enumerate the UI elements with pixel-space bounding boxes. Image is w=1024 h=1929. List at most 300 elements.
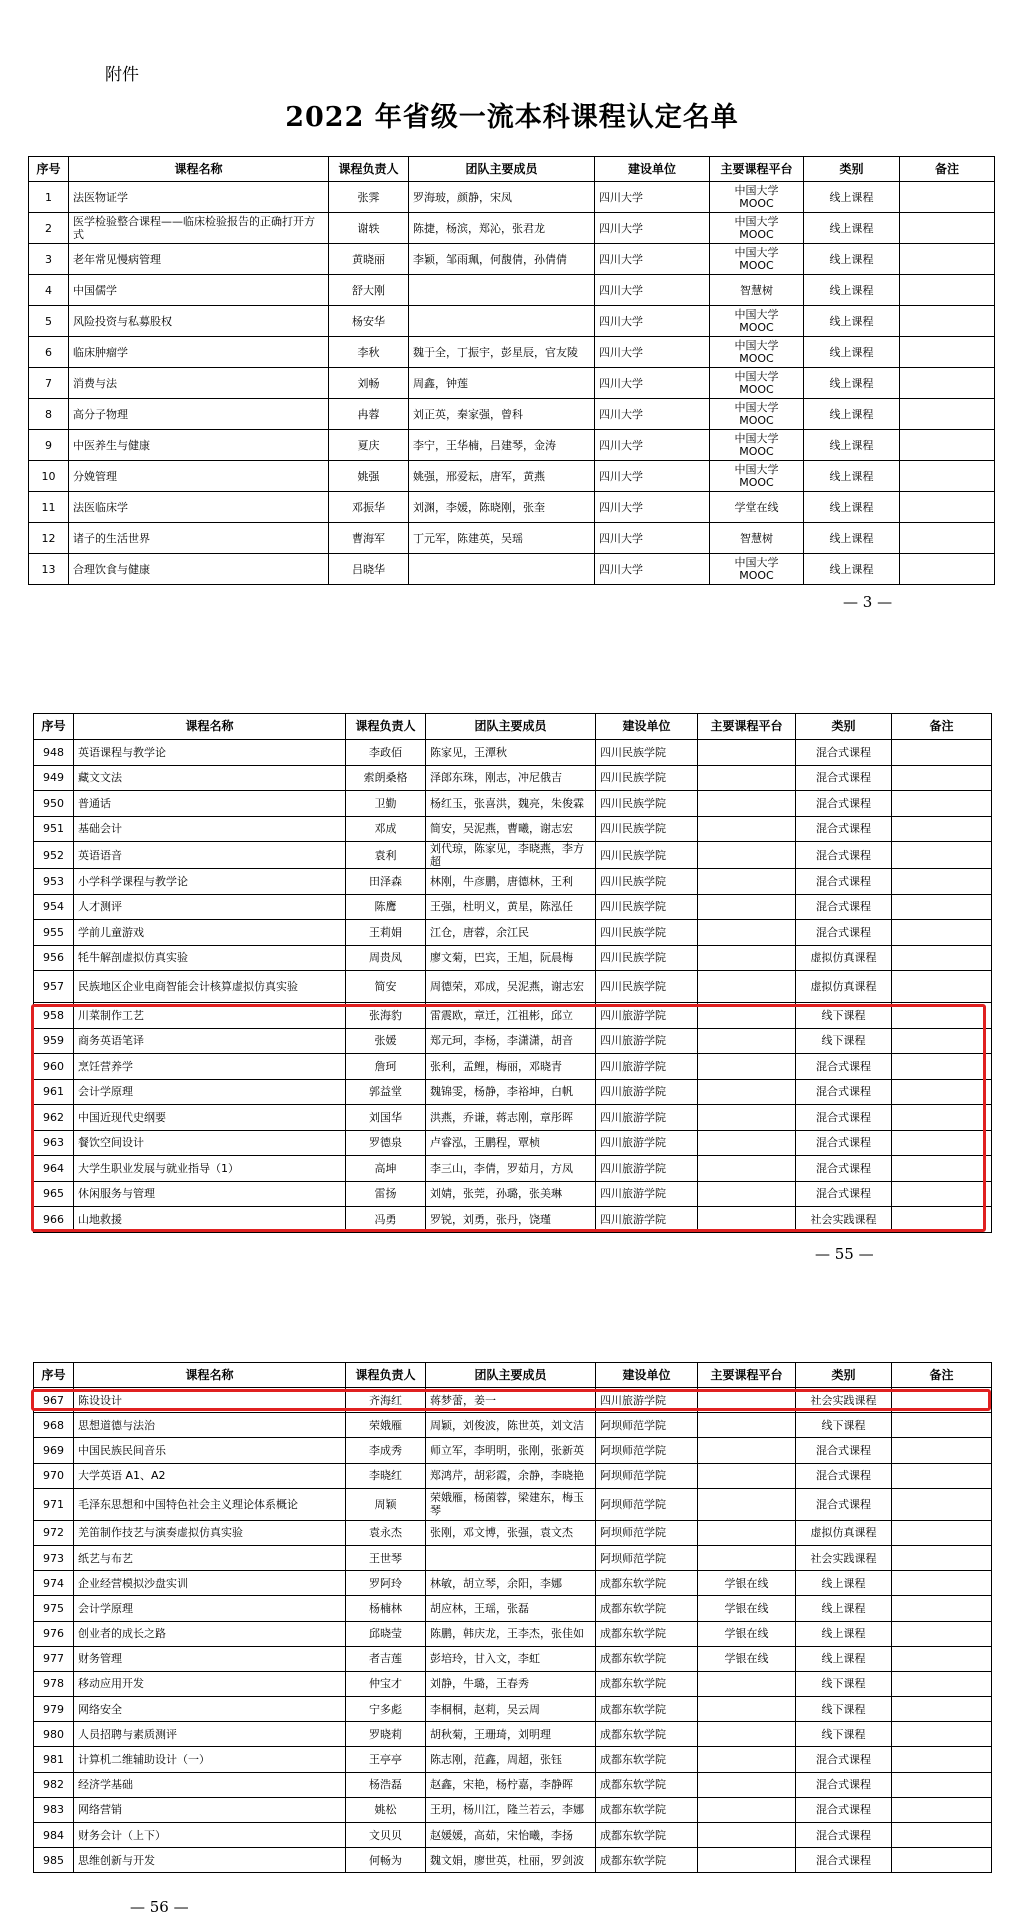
cell-leader: 吕晓华 bbox=[329, 554, 409, 585]
cell-remarks bbox=[892, 842, 992, 869]
cell-platform bbox=[698, 1413, 796, 1438]
cell-leader: 冉蓉 bbox=[329, 399, 409, 430]
cell-team-members: 刘代琼，陈家见，李晓燕，李方超 bbox=[426, 842, 596, 869]
cell-remarks bbox=[900, 213, 995, 244]
cell-team-members: 林刚，牛彦鹏，唐德林，王利 bbox=[426, 869, 596, 895]
cell-leader: 张媛 bbox=[346, 1028, 426, 1054]
cell-seq: 983 bbox=[34, 1797, 74, 1822]
cell-seq: 952 bbox=[34, 842, 74, 869]
cell-category: 混合式课程 bbox=[796, 765, 892, 791]
cell-course-name: 网络营销 bbox=[74, 1797, 346, 1822]
cell-institution: 四川旅游学院 bbox=[596, 1003, 698, 1029]
cell-team-members: 荣娥雁，杨菌蓉，梁建东，梅玉琴 bbox=[426, 1488, 596, 1520]
table-row bbox=[34, 1697, 992, 1722]
cell-seq: 11 bbox=[29, 492, 69, 523]
cell-platform bbox=[698, 1772, 796, 1797]
cell-institution: 四川大学 bbox=[595, 492, 710, 523]
cell-remarks bbox=[892, 1697, 992, 1722]
cell-leader: 袁永杰 bbox=[346, 1520, 426, 1545]
cell-institution: 四川民族学院 bbox=[596, 945, 698, 971]
cell-remarks bbox=[892, 971, 992, 1003]
cell-course-name: 中国儒学 bbox=[69, 275, 329, 306]
cell-platform bbox=[698, 920, 796, 946]
cell-category: 线上课程 bbox=[804, 430, 900, 461]
cell-team-members: 洪燕，乔谦，蒋志刚，章彤晖 bbox=[426, 1105, 596, 1131]
cell-team-members: 胡秋菊，王珊琦，刘明理 bbox=[426, 1722, 596, 1747]
cell-seq: 969 bbox=[34, 1438, 74, 1463]
cell-category: 混合式课程 bbox=[796, 1130, 892, 1156]
cell-remarks bbox=[900, 430, 995, 461]
cell-category: 混合式课程 bbox=[796, 1772, 892, 1797]
cell-course-name: 高分子物理 bbox=[69, 399, 329, 430]
table-row bbox=[34, 1488, 992, 1520]
cell-leader: 高坤 bbox=[346, 1156, 426, 1182]
course-table-page-56 bbox=[33, 1362, 992, 1873]
table-row bbox=[29, 337, 995, 368]
column-header-course-name: 课程名称 bbox=[74, 1363, 346, 1388]
table-row bbox=[29, 399, 995, 430]
cell-course-name: 创业者的成长之路 bbox=[74, 1621, 346, 1646]
table-row bbox=[34, 894, 992, 920]
cell-seq: 1 bbox=[29, 182, 69, 213]
cell-platform: 中国大学 MOOC bbox=[710, 430, 804, 461]
cell-remarks bbox=[892, 1747, 992, 1772]
cell-team-members: 丁元军，陈建英，吴瑶 bbox=[409, 523, 595, 554]
cell-seq: 974 bbox=[34, 1571, 74, 1596]
cell-seq: 966 bbox=[34, 1207, 74, 1233]
cell-platform: 学银在线 bbox=[698, 1571, 796, 1596]
cell-institution: 四川民族学院 bbox=[596, 765, 698, 791]
cell-platform bbox=[698, 1797, 796, 1822]
cell-course-name: 商务英语笔译 bbox=[74, 1028, 346, 1054]
cell-institution: 成都东软学院 bbox=[596, 1646, 698, 1671]
cell-seq: 959 bbox=[34, 1028, 74, 1054]
cell-team-members: 廖文菊，巴宾，王旭，阮晨梅 bbox=[426, 945, 596, 971]
cell-institution: 成都东软学院 bbox=[596, 1823, 698, 1848]
cell-course-name: 小学科学课程与教学论 bbox=[74, 869, 346, 895]
cell-category: 虚拟仿真课程 bbox=[796, 971, 892, 1003]
column-header-team-members: 团队主要成员 bbox=[426, 714, 596, 740]
column-header-leader: 课程负责人 bbox=[346, 1363, 426, 1388]
cell-institution: 成都东软学院 bbox=[596, 1772, 698, 1797]
table-row bbox=[34, 1571, 992, 1596]
cell-course-name: 思想道德与法治 bbox=[74, 1413, 346, 1438]
table-row bbox=[29, 461, 995, 492]
cell-team-members: 刘正英，秦家强，曾科 bbox=[409, 399, 595, 430]
cell-platform bbox=[698, 894, 796, 920]
cell-institution: 四川大学 bbox=[595, 337, 710, 368]
cell-seq: 977 bbox=[34, 1646, 74, 1671]
table-row bbox=[29, 244, 995, 275]
cell-course-name: 诸子的生活世界 bbox=[69, 523, 329, 554]
table-row bbox=[29, 306, 995, 337]
cell-category: 混合式课程 bbox=[796, 1823, 892, 1848]
cell-leader: 王世琴 bbox=[346, 1545, 426, 1570]
cell-remarks bbox=[892, 1438, 992, 1463]
cell-seq: 968 bbox=[34, 1413, 74, 1438]
table-row bbox=[34, 1848, 992, 1873]
cell-category: 混合式课程 bbox=[796, 1105, 892, 1131]
cell-platform bbox=[698, 1520, 796, 1545]
cell-team-members: 魏锦雯，杨静，李裕坤，白帆 bbox=[426, 1079, 596, 1105]
cell-seq: 985 bbox=[34, 1848, 74, 1873]
cell-platform bbox=[698, 1463, 796, 1488]
cell-seq: 963 bbox=[34, 1130, 74, 1156]
cell-institution: 四川旅游学院 bbox=[596, 1054, 698, 1080]
cell-course-name: 会计学原理 bbox=[74, 1596, 346, 1621]
cell-platform bbox=[698, 1747, 796, 1772]
cell-course-name: 财务管理 bbox=[74, 1646, 346, 1671]
column-header-team-members: 团队主要成员 bbox=[409, 157, 595, 182]
cell-platform: 学堂在线 bbox=[710, 492, 804, 523]
cell-platform bbox=[698, 869, 796, 895]
cell-leader: 罗晓莉 bbox=[346, 1722, 426, 1747]
cell-team-members: 李三山，李倩，罗茹月，方凤 bbox=[426, 1156, 596, 1182]
cell-category: 线上课程 bbox=[796, 1596, 892, 1621]
cell-institution: 四川民族学院 bbox=[596, 971, 698, 1003]
highlight-box-row-967 bbox=[31, 1389, 991, 1411]
cell-remarks bbox=[900, 275, 995, 306]
cell-category: 混合式课程 bbox=[796, 740, 892, 766]
cell-seq: 954 bbox=[34, 894, 74, 920]
column-header-seq: 序号 bbox=[34, 714, 74, 740]
cell-institution: 四川大学 bbox=[595, 523, 710, 554]
cell-seq: 950 bbox=[34, 791, 74, 817]
cell-team-members: 张刚，邓文博，张强，袁文杰 bbox=[426, 1520, 596, 1545]
cell-seq: 965 bbox=[34, 1181, 74, 1207]
cell-team-members: 陈志刚，范鑫，周超，张钰 bbox=[426, 1747, 596, 1772]
cell-team-members: 李桐桐，赵莉，吴云周 bbox=[426, 1697, 596, 1722]
cell-institution: 四川大学 bbox=[595, 244, 710, 275]
column-header-institution: 建设单位 bbox=[596, 1363, 698, 1388]
cell-category: 混合式课程 bbox=[796, 1054, 892, 1080]
cell-team-members: 陈家见，王潭秋 bbox=[426, 740, 596, 766]
cell-institution: 成都东软学院 bbox=[596, 1596, 698, 1621]
column-header-seq: 序号 bbox=[34, 1363, 74, 1388]
cell-leader: 田泽森 bbox=[346, 869, 426, 895]
cell-leader: 杨安华 bbox=[329, 306, 409, 337]
cell-remarks bbox=[892, 1646, 992, 1671]
highlight-box-rows-958-966 bbox=[31, 1004, 986, 1232]
cell-leader: 周贵凤 bbox=[346, 945, 426, 971]
column-header-platform: 主要课程平台 bbox=[698, 714, 796, 740]
table-row bbox=[29, 213, 995, 244]
cell-seq: 956 bbox=[34, 945, 74, 971]
cell-seq: 10 bbox=[29, 461, 69, 492]
cell-leader: 雷扬 bbox=[346, 1181, 426, 1207]
cell-team-members: 王玥，杨川江，隆兰若云，李娜 bbox=[426, 1797, 596, 1822]
table-row bbox=[29, 430, 995, 461]
table-row bbox=[34, 816, 992, 842]
table-row bbox=[34, 1646, 992, 1671]
cell-team-members bbox=[409, 554, 595, 585]
cell-remarks bbox=[900, 306, 995, 337]
table-row bbox=[34, 1545, 992, 1570]
cell-remarks bbox=[892, 1722, 992, 1747]
cell-course-name: 英语语音 bbox=[74, 842, 346, 869]
cell-leader: 荣娥雁 bbox=[346, 1413, 426, 1438]
cell-institution: 成都东软学院 bbox=[596, 1747, 698, 1772]
cell-platform bbox=[698, 1823, 796, 1848]
cell-course-name: 财务会计（上下） bbox=[74, 1823, 346, 1848]
cell-leader: 舒大刚 bbox=[329, 275, 409, 306]
cell-institution: 四川旅游学院 bbox=[596, 1388, 698, 1413]
table-row bbox=[34, 945, 992, 971]
cell-team-members: 郑元珂，李杨，李潇潇，胡音 bbox=[426, 1028, 596, 1054]
cell-seq: 980 bbox=[34, 1722, 74, 1747]
cell-institution: 成都东软学院 bbox=[596, 1621, 698, 1646]
cell-remarks bbox=[892, 740, 992, 766]
cell-course-name: 毛泽东思想和中国特色社会主义理论体系概论 bbox=[74, 1488, 346, 1520]
table-row bbox=[34, 1823, 992, 1848]
cell-leader: 李秋 bbox=[329, 337, 409, 368]
cell-platform: 中国大学 MOOC bbox=[710, 306, 804, 337]
cell-platform bbox=[698, 1488, 796, 1520]
cell-platform: 中国大学 MOOC bbox=[710, 399, 804, 430]
cell-category: 线上课程 bbox=[804, 182, 900, 213]
cell-team-members: 魏于全，丁振宇，彭星辰，官友陵 bbox=[409, 337, 595, 368]
cell-institution: 四川民族学院 bbox=[596, 869, 698, 895]
cell-team-members bbox=[409, 306, 595, 337]
cell-institution: 四川旅游学院 bbox=[596, 1207, 698, 1233]
cell-team-members: 卢睿泓，王鹏程，覃桢 bbox=[426, 1130, 596, 1156]
cell-remarks bbox=[892, 1596, 992, 1621]
cell-category: 线上课程 bbox=[804, 554, 900, 585]
cell-team-members: 赵鑫，宋艳，杨柠嘉，李静晖 bbox=[426, 1772, 596, 1797]
cell-team-members: 杨红玉，张喜洪，魏亮，朱俊霖 bbox=[426, 791, 596, 817]
cell-seq: 970 bbox=[34, 1463, 74, 1488]
cell-institution: 四川大学 bbox=[595, 306, 710, 337]
table-row bbox=[34, 1463, 992, 1488]
course-table-page-3 bbox=[28, 156, 995, 585]
table-row bbox=[34, 791, 992, 817]
cell-category: 社会实践课程 bbox=[796, 1207, 892, 1233]
cell-institution: 成都东软学院 bbox=[596, 1797, 698, 1822]
cell-team-members: 彭培玲，甘入文，李虹 bbox=[426, 1646, 596, 1671]
cell-remarks bbox=[900, 182, 995, 213]
cell-team-members: 江仓，唐蓉，余江民 bbox=[426, 920, 596, 946]
cell-remarks bbox=[892, 1520, 992, 1545]
table-row bbox=[29, 554, 995, 585]
cell-seq: 981 bbox=[34, 1747, 74, 1772]
cell-category: 混合式课程 bbox=[796, 842, 892, 869]
cell-seq: 975 bbox=[34, 1596, 74, 1621]
cell-leader: 刘畅 bbox=[329, 368, 409, 399]
cell-leader: 冯勇 bbox=[346, 1207, 426, 1233]
cell-institution: 四川旅游学院 bbox=[596, 1130, 698, 1156]
cell-leader: 邓振华 bbox=[329, 492, 409, 523]
table-row bbox=[29, 368, 995, 399]
cell-course-name: 人员招聘与素质测评 bbox=[74, 1722, 346, 1747]
cell-seq: 951 bbox=[34, 816, 74, 842]
cell-institution: 四川大学 bbox=[595, 182, 710, 213]
column-header-category: 类别 bbox=[796, 1363, 892, 1388]
cell-platform: 中国大学 MOOC bbox=[710, 244, 804, 275]
cell-institution: 四川民族学院 bbox=[596, 816, 698, 842]
cell-course-name: 老年常见慢病管理 bbox=[69, 244, 329, 275]
cell-course-name: 烹饪营养学 bbox=[74, 1054, 346, 1080]
cell-remarks bbox=[892, 791, 992, 817]
cell-leader: 曹海军 bbox=[329, 523, 409, 554]
cell-team-members: 周德荣，邓成，吴泥燕，谢志宏 bbox=[426, 971, 596, 1003]
cell-course-name: 羌笛制作技艺与演奏虚拟仿真实验 bbox=[74, 1520, 346, 1545]
cell-course-name: 中医养生与健康 bbox=[69, 430, 329, 461]
cell-category: 混合式课程 bbox=[796, 1181, 892, 1207]
cell-team-members: 李宁，王华楠，吕建琴，金涛 bbox=[409, 430, 595, 461]
cell-remarks bbox=[892, 1545, 992, 1570]
table-row bbox=[34, 765, 992, 791]
attachment-label: 附件 bbox=[105, 65, 139, 85]
cell-seq: 12 bbox=[29, 523, 69, 554]
cell-team-members: 罗锐，刘勇，张丹，饶瑾 bbox=[426, 1207, 596, 1233]
cell-course-name: 法医物证学 bbox=[69, 182, 329, 213]
cell-team-members: 林敏，胡立琴，余阳，李娜 bbox=[426, 1571, 596, 1596]
cell-team-members: 刘婧，张莞，孙璐，张美琳 bbox=[426, 1181, 596, 1207]
column-header-remarks: 备注 bbox=[892, 714, 992, 740]
cell-category: 线上课程 bbox=[804, 275, 900, 306]
cell-leader: 索朗桑格 bbox=[346, 765, 426, 791]
cell-remarks bbox=[900, 337, 995, 368]
cell-course-name: 休闲服务与管理 bbox=[74, 1181, 346, 1207]
cell-course-name: 法医临床学 bbox=[69, 492, 329, 523]
cell-category: 线上课程 bbox=[804, 492, 900, 523]
cell-course-name: 消费与法 bbox=[69, 368, 329, 399]
cell-course-name: 医学检验整合课程——临床检验报告的正确打开方式 bbox=[69, 213, 329, 244]
cell-leader: 姚松 bbox=[346, 1797, 426, 1822]
cell-team-members: 雷震欧，章迁，江祖彬，邱立 bbox=[426, 1003, 596, 1029]
cell-team-members: 简安，吴泥燕，曹曦，谢志宏 bbox=[426, 816, 596, 842]
cell-category: 线下课程 bbox=[796, 1413, 892, 1438]
cell-institution: 成都东软学院 bbox=[596, 1722, 698, 1747]
cell-category: 混合式课程 bbox=[796, 869, 892, 895]
cell-institution: 阿坝师范学院 bbox=[596, 1520, 698, 1545]
cell-seq: 979 bbox=[34, 1697, 74, 1722]
cell-leader: 黄晓丽 bbox=[329, 244, 409, 275]
cell-seq: 3 bbox=[29, 244, 69, 275]
cell-category: 混合式课程 bbox=[796, 1079, 892, 1105]
cell-course-name: 计算机二维辅助设计（一） bbox=[74, 1747, 346, 1772]
page-number-3: — 3 — bbox=[843, 593, 893, 611]
cell-remarks bbox=[892, 1571, 992, 1596]
cell-team-members: 王强，杜明义，黄星，陈泓任 bbox=[426, 894, 596, 920]
cell-institution: 阿坝师范学院 bbox=[596, 1463, 698, 1488]
cell-course-name: 大学英语 A1、A2 bbox=[74, 1463, 346, 1488]
cell-seq: 957 bbox=[34, 971, 74, 1003]
cell-category: 线上课程 bbox=[796, 1646, 892, 1671]
column-header-seq: 序号 bbox=[29, 157, 69, 182]
cell-course-name: 陈设设计 bbox=[74, 1388, 346, 1413]
cell-leader: 罗阿玲 bbox=[346, 1571, 426, 1596]
table-row bbox=[29, 492, 995, 523]
column-header-leader: 课程负责人 bbox=[346, 714, 426, 740]
cell-course-name: 大学生职业发展与就业指导（1） bbox=[74, 1156, 346, 1182]
cell-course-name: 临床肿瘤学 bbox=[69, 337, 329, 368]
cell-seq: 955 bbox=[34, 920, 74, 946]
cell-category: 混合式课程 bbox=[796, 1463, 892, 1488]
cell-remarks bbox=[892, 1823, 992, 1848]
cell-institution: 阿坝师范学院 bbox=[596, 1488, 698, 1520]
cell-category: 线上课程 bbox=[804, 399, 900, 430]
page-title: 2022 年省级一流本科课程认定名单 bbox=[285, 102, 739, 133]
cell-leader: 文贝贝 bbox=[346, 1823, 426, 1848]
cell-platform bbox=[698, 1697, 796, 1722]
cell-institution: 成都东软学院 bbox=[596, 1571, 698, 1596]
cell-seq: 967 bbox=[34, 1388, 74, 1413]
cell-platform bbox=[698, 1848, 796, 1873]
cell-seq: 948 bbox=[34, 740, 74, 766]
cell-category: 混合式课程 bbox=[796, 1156, 892, 1182]
cell-leader: 夏庆 bbox=[329, 430, 409, 461]
cell-institution: 四川旅游学院 bbox=[596, 1079, 698, 1105]
cell-leader: 邓成 bbox=[346, 816, 426, 842]
cell-category: 线下课程 bbox=[796, 1697, 892, 1722]
cell-remarks bbox=[892, 1797, 992, 1822]
cell-remarks bbox=[892, 1848, 992, 1873]
cell-leader: 李成秀 bbox=[346, 1438, 426, 1463]
cell-category: 混合式课程 bbox=[796, 1797, 892, 1822]
cell-seq: 8 bbox=[29, 399, 69, 430]
table-row bbox=[34, 740, 992, 766]
column-header-platform: 主要课程平台 bbox=[710, 157, 804, 182]
cell-team-members: 姚强，邢爱耘，唐军，黄燕 bbox=[409, 461, 595, 492]
cell-leader: 袁利 bbox=[346, 842, 426, 869]
column-header-category: 类别 bbox=[796, 714, 892, 740]
cell-seq: 984 bbox=[34, 1823, 74, 1848]
cell-leader: 齐海红 bbox=[346, 1388, 426, 1413]
cell-category: 线下课程 bbox=[796, 1722, 892, 1747]
column-header-institution: 建设单位 bbox=[596, 714, 698, 740]
cell-seq: 962 bbox=[34, 1105, 74, 1131]
cell-leader: 宁多彪 bbox=[346, 1697, 426, 1722]
cell-seq: 971 bbox=[34, 1488, 74, 1520]
cell-leader: 张霁 bbox=[329, 182, 409, 213]
cell-seq: 9 bbox=[29, 430, 69, 461]
cell-platform bbox=[698, 1438, 796, 1463]
cell-institution: 四川民族学院 bbox=[596, 842, 698, 869]
cell-category: 混合式课程 bbox=[796, 1488, 892, 1520]
table-row bbox=[29, 182, 995, 213]
cell-seq: 5 bbox=[29, 306, 69, 337]
cell-leader: 刘国华 bbox=[346, 1105, 426, 1131]
cell-seq: 972 bbox=[34, 1520, 74, 1545]
cell-team-members: 周鑫，钟莲 bbox=[409, 368, 595, 399]
cell-team-members: 蒋梦蕾，姜一 bbox=[426, 1388, 596, 1413]
cell-course-name: 藏文文法 bbox=[74, 765, 346, 791]
cell-platform bbox=[698, 791, 796, 817]
cell-institution: 四川大学 bbox=[595, 275, 710, 306]
column-header-platform: 主要课程平台 bbox=[698, 1363, 796, 1388]
cell-institution: 四川民族学院 bbox=[596, 791, 698, 817]
cell-seq: 982 bbox=[34, 1772, 74, 1797]
cell-course-name: 分娩管理 bbox=[69, 461, 329, 492]
cell-category: 混合式课程 bbox=[796, 1747, 892, 1772]
cell-category: 社会实践课程 bbox=[796, 1545, 892, 1570]
cell-platform: 中国大学 MOOC bbox=[710, 368, 804, 399]
table-row bbox=[34, 1438, 992, 1463]
cell-category: 线上课程 bbox=[804, 213, 900, 244]
cell-platform: 智慧树 bbox=[710, 275, 804, 306]
cell-category: 混合式课程 bbox=[796, 920, 892, 946]
cell-remarks bbox=[900, 461, 995, 492]
cell-remarks bbox=[892, 1413, 992, 1438]
cell-leader: 杨楠林 bbox=[346, 1596, 426, 1621]
cell-platform: 中国大学 MOOC bbox=[710, 213, 804, 244]
cell-institution: 四川大学 bbox=[595, 430, 710, 461]
cell-seq: 6 bbox=[29, 337, 69, 368]
cell-remarks bbox=[892, 1463, 992, 1488]
table-header-row bbox=[34, 714, 992, 740]
cell-platform: 学银在线 bbox=[698, 1621, 796, 1646]
